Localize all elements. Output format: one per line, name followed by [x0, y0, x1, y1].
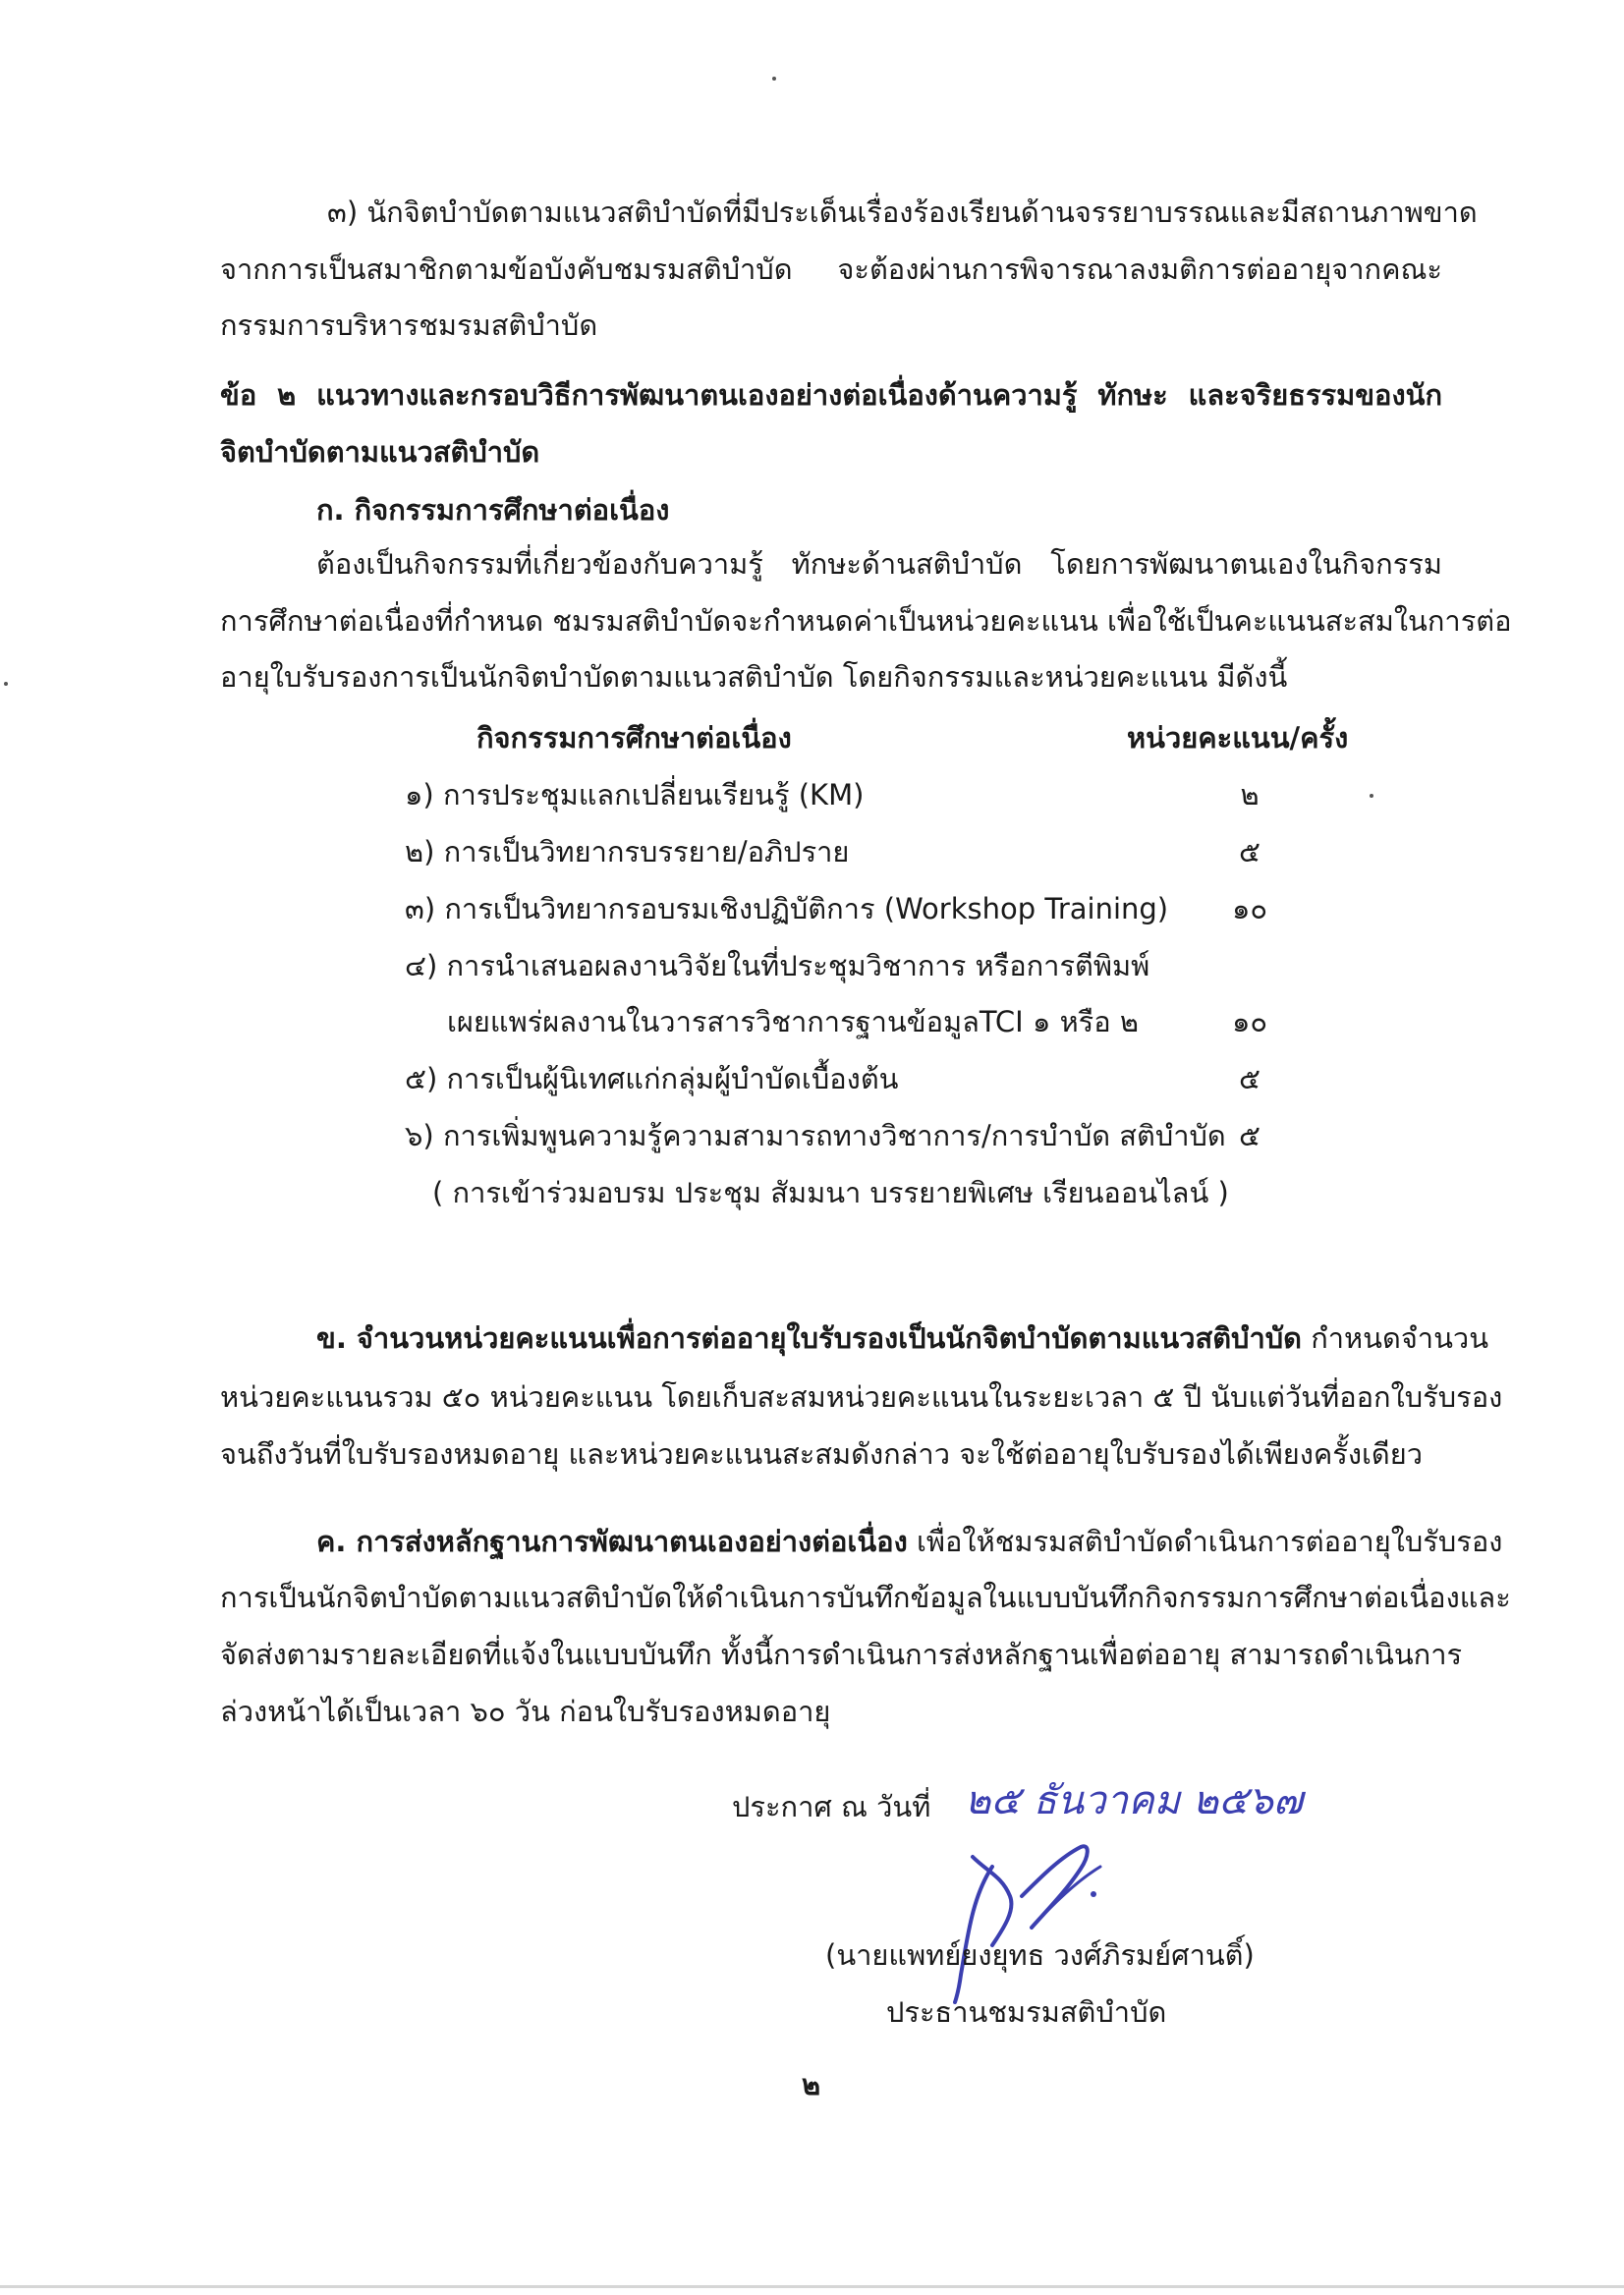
sub-b-lead-line — [316, 1318, 1489, 1358]
scan-speck — [4, 682, 8, 686]
sub-c-line-3: จัดส่งตามรายละเอียดที่แจ้งในแบบบันทึก ทั้งนี้การดำเนินการส่งหลักฐานเพื่อต่ออายุ สามารถดำเนินการ — [220, 1638, 1463, 1671]
table-row-points: ๕ — [1239, 1062, 1260, 1095]
sub-c-heading: ค. การส่งหลักฐานการพัฒนาตนเองอย่างต่อเนื่อง — [316, 1525, 908, 1558]
page-number: ๒ — [802, 2068, 821, 2101]
section2-heading-line-2: จิตบำบัดตามแนวสติบำบัด — [220, 435, 540, 469]
sub-b-line-3: จนถึงวันที่ใบรับรองหมดอายุ และหน่วยคะแนนสะสมดังกล่าว จะใช้ต่ออายุใบรับรองได้เพียงครั้งเดียว — [220, 1437, 1424, 1471]
sub-c-lead-rest: เพื่อให้ชมรมสติบำบัดดำเนินการต่ออายุใบรับรอง — [907, 1525, 1503, 1558]
item3-line-2: จากการเป็นสมาชิกตามข้อบังคับชมรมสติบำบัด จะต้องผ่านการพิจารณาลงมติการต่ออายุจากคณะ — [220, 252, 1442, 286]
sub-b-line-2: หน่วยคะแนนรวม ๕๐ หน่วยคะแนน โดยเก็บสะสมหน่วยคะแนนในระยะเวลา ๕ ปี นับแต่วันที่ออกใบรับรอง — [220, 1380, 1503, 1414]
sub-c-line-4: ล่วงหน้าได้เป็นเวลา ๖๐ วัน ก่อนใบรับรองหมดอายุ — [220, 1695, 831, 1728]
table-row-label: ๔) การนำเสนอผลงานวิจัยในที่ประชุมวิชาการ หรือการตีพิมพ์ — [405, 949, 1150, 982]
sub-b-heading: ข. จำนวนหน่วยคะแนนเพื่อการต่ออายุใบรับรองเป็นนักจิตบำบัดตามแนวสติบำบัด — [316, 1321, 1302, 1355]
table-row-label: ๕) การเป็นผู้นิเทศแก่กลุ่มผู้บำบัดเบื้องต้น — [405, 1062, 899, 1095]
sub-a-body-line-1: ต้องเป็นกิจกรรมที่เกี่ยวข้องกับความรู้ ทักษะด้านสติบำบัด โดยการพัฒนาตนเองในกิจกรรม — [316, 547, 1442, 581]
signatory-position: ประธานชมรมสติบำบัด — [886, 1995, 1167, 2029]
scan-speck — [1370, 794, 1373, 798]
sub-b-lead-rest: กำหนดจำนวน — [1301, 1321, 1489, 1355]
table-row-note: ( การเข้าร่วมอบรม ประชุม สัมมนา บรรยายพิเศษ เรียนออนไลน์ ) — [432, 1176, 1229, 1209]
announcement-label: ประกาศ ณ วันที่ — [732, 1790, 931, 1823]
table-row-points: ๕ — [1239, 835, 1260, 868]
sub-a-body-line-2: การศึกษาต่อเนื่องที่กำหนด ชมรมสติบำบัดจะกำหนดค่าเป็นหน่วยคะแนน เพื่อใช้เป็นคะแนนสะสมในการต่อ — [220, 604, 1512, 638]
signature-image — [933, 1837, 1149, 2004]
signatory-name: (นายแพทย์ยงยุทธ วงศ์ภิรมย์ศานติ์) — [825, 1938, 1255, 1972]
sub-a-body-line-3: อายุใบรับรองการเป็นนักจิตบำบัดตามแนวสติบำบัด โดยกิจกรรมและหน่วยคะแนน มีดังนี้ — [220, 660, 1288, 694]
table-row-label: ๑) การประชุมแลกเปลี่ยนเรียนรู้ (KM) — [405, 778, 865, 812]
sub-c-line-2: การเป็นนักจิตบำบัดตามแนวสติบำบัดให้ดำเนินการบันทึกข้อมูลในแบบบันทึกกิจกรรมการศึกษาต่อเนื่องและ — [220, 1581, 1511, 1614]
table-row-points: ๑๐ — [1231, 1005, 1268, 1038]
scan-speck — [772, 77, 776, 81]
table-row-label: ๒) การเป็นวิทยากรบรรยาย/อภิปราย — [405, 835, 850, 868]
table-row-points: ๕ — [1239, 1119, 1260, 1152]
sub-a-heading: ก. กิจกรรมการศึกษาต่อเนื่อง — [316, 493, 670, 527]
table-header-points: หน่วยคะแนน/ครั้ง — [1127, 721, 1349, 755]
sub-c-lead-line — [316, 1522, 1503, 1561]
table-row-points: ๑๐ — [1231, 892, 1268, 925]
scan-bottom-edge — [0, 2285, 1624, 2288]
item3-line-1: ๓) นักจิตบำบัดตามแนวสติบำบัดที่มีประเด็นเรื่องร้องเรียนด้านจรรยาบรรณและมีสถานภาพขาด — [327, 196, 1478, 229]
table-header-activity: กิจกรรมการศึกษาต่อเนื่อง — [476, 721, 792, 755]
table-row-label: เผยแพร่ผลงานในวารสารวิชาการฐานข้อมูลTCI ๑ หรือ ๒ — [447, 1005, 1140, 1038]
table-row-label: ๖) การเพิ่มพูนความรู้ความสามารถทางวิชาการ/การบำบัด สติบำบัด — [405, 1119, 1226, 1152]
item3-line-3: กรรมการบริหารชมรมสติบำบัด — [220, 308, 598, 342]
handwritten-date: ๒๕ ธันวาคม ๒๕๖๗ — [965, 1778, 1303, 1823]
section2-heading-line-1: ข้อ ๒ แนวทางและกรอบวิธีการพัฒนาตนเองอย่างต่อเนื่องด้านความรู้ ทักษะ และจริยธรรมของนัก — [220, 378, 1442, 412]
table-row-points: ๒ — [1240, 778, 1260, 812]
table-row-label: ๓) การเป็นวิทยากรอบรมเชิงปฏิบัติการ (Workshop Training) — [405, 892, 1169, 925]
